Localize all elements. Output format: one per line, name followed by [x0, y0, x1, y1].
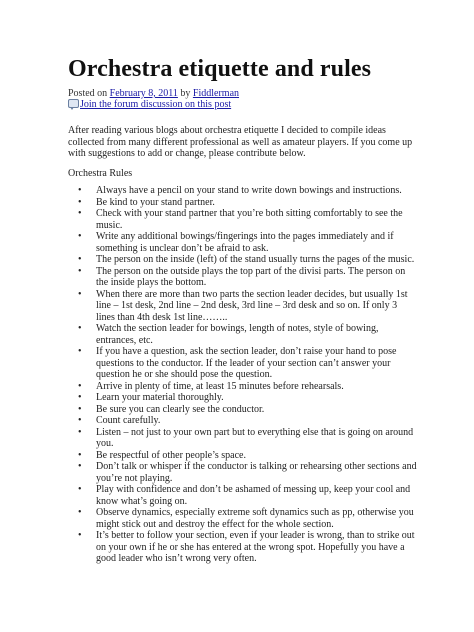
rule-item: • Listen – not just to your own part but to everything else that is going on around you.: [96, 427, 418, 450]
rule-item: • The person on the inside (left) of the stand usually turns the pages of the music.: [96, 254, 418, 266]
rule-item: • When there are more than two parts the section leader decides, but usually 1st line – 1st desk, 2nd line – 2nd desk, 3rd line – 3rd desk and so on. If only 3 lines than 4th desk 1st line……..: [96, 289, 418, 324]
by-label: by: [180, 88, 191, 99]
forum-discussion-link[interactable]: Join the forum discussion on this post: [80, 99, 232, 110]
rule-item: • Play with confidence and don’t be ashamed of messing up, keep your cool and know what’s going on.: [96, 484, 418, 507]
forum-discussion: [68, 99, 231, 111]
rules-list: [96, 185, 418, 565]
post-date-link[interactable]: February 8, 2011: [109, 88, 178, 99]
intro-paragraph: After reading various blogs about orchestra etiquette I decided to compile ideas collected from many different professional as well as amateur players. If you come up with suggestions to add or change, please contribute below.: [68, 125, 413, 159]
rule-item: • The person on the outside plays the top part of the divisi parts. The person on the inside plays the bottom.: [96, 266, 418, 289]
rule-item: • It’s better to follow your section, even if your leader is wrong, than to strike out on your own if he or she has entered at the wrong spot. Hopefully you have a good leader who isn’t wrong very often.: [96, 530, 418, 565]
rule-item: • Count carefully.: [96, 415, 418, 427]
rule-item: • Don’t talk or whisper if the conductor is talking or rehearsing other sections and you’re not playing.: [96, 461, 418, 484]
rule-item: • Check with your stand partner that you’re both sitting comfortably to see the music.: [96, 208, 418, 231]
rule-item: • Watch the section leader for bowings, length of notes, style of bowing, entrances, etc.: [96, 323, 418, 346]
section-heading: Orchestra Rules: [68, 168, 133, 179]
comment-bubble-icon: [68, 99, 79, 108]
rule-item: • Be kind to your stand partner.: [96, 197, 418, 209]
rule-item: • Be respectful of other people’s space.: [96, 450, 418, 462]
rule-item: • If you have a question, ask the section leader, don’t raise your hand to pose questions to the conductor. If the leader of your section can’t answer your question he or she should pose the question.: [96, 346, 418, 381]
posted-on-label: Posted on: [68, 88, 108, 99]
author-link[interactable]: Fiddlerman: [192, 88, 240, 99]
post-title: Orchestra etiquette and rules: [68, 56, 372, 82]
rule-item: • Be sure you can clearly see the conductor.: [96, 404, 418, 416]
rule-item: • Write any additional bowings/fingerings into the pages immediately and if something is unclear don’t be afraid to ask.: [96, 231, 418, 254]
rule-item: • Always have a pencil on your stand to write down bowings and instructions.: [96, 185, 418, 197]
rule-item: • Learn your material thoroughly.: [96, 392, 418, 404]
rule-item: • Arrive in plenty of time, at least 15 minutes before rehearsals.: [96, 381, 418, 393]
rule-item: • Observe dynamics, especially extreme soft dynamics such as pp, otherwise you might stick out and destroy the effect for the whole section.: [96, 507, 418, 530]
